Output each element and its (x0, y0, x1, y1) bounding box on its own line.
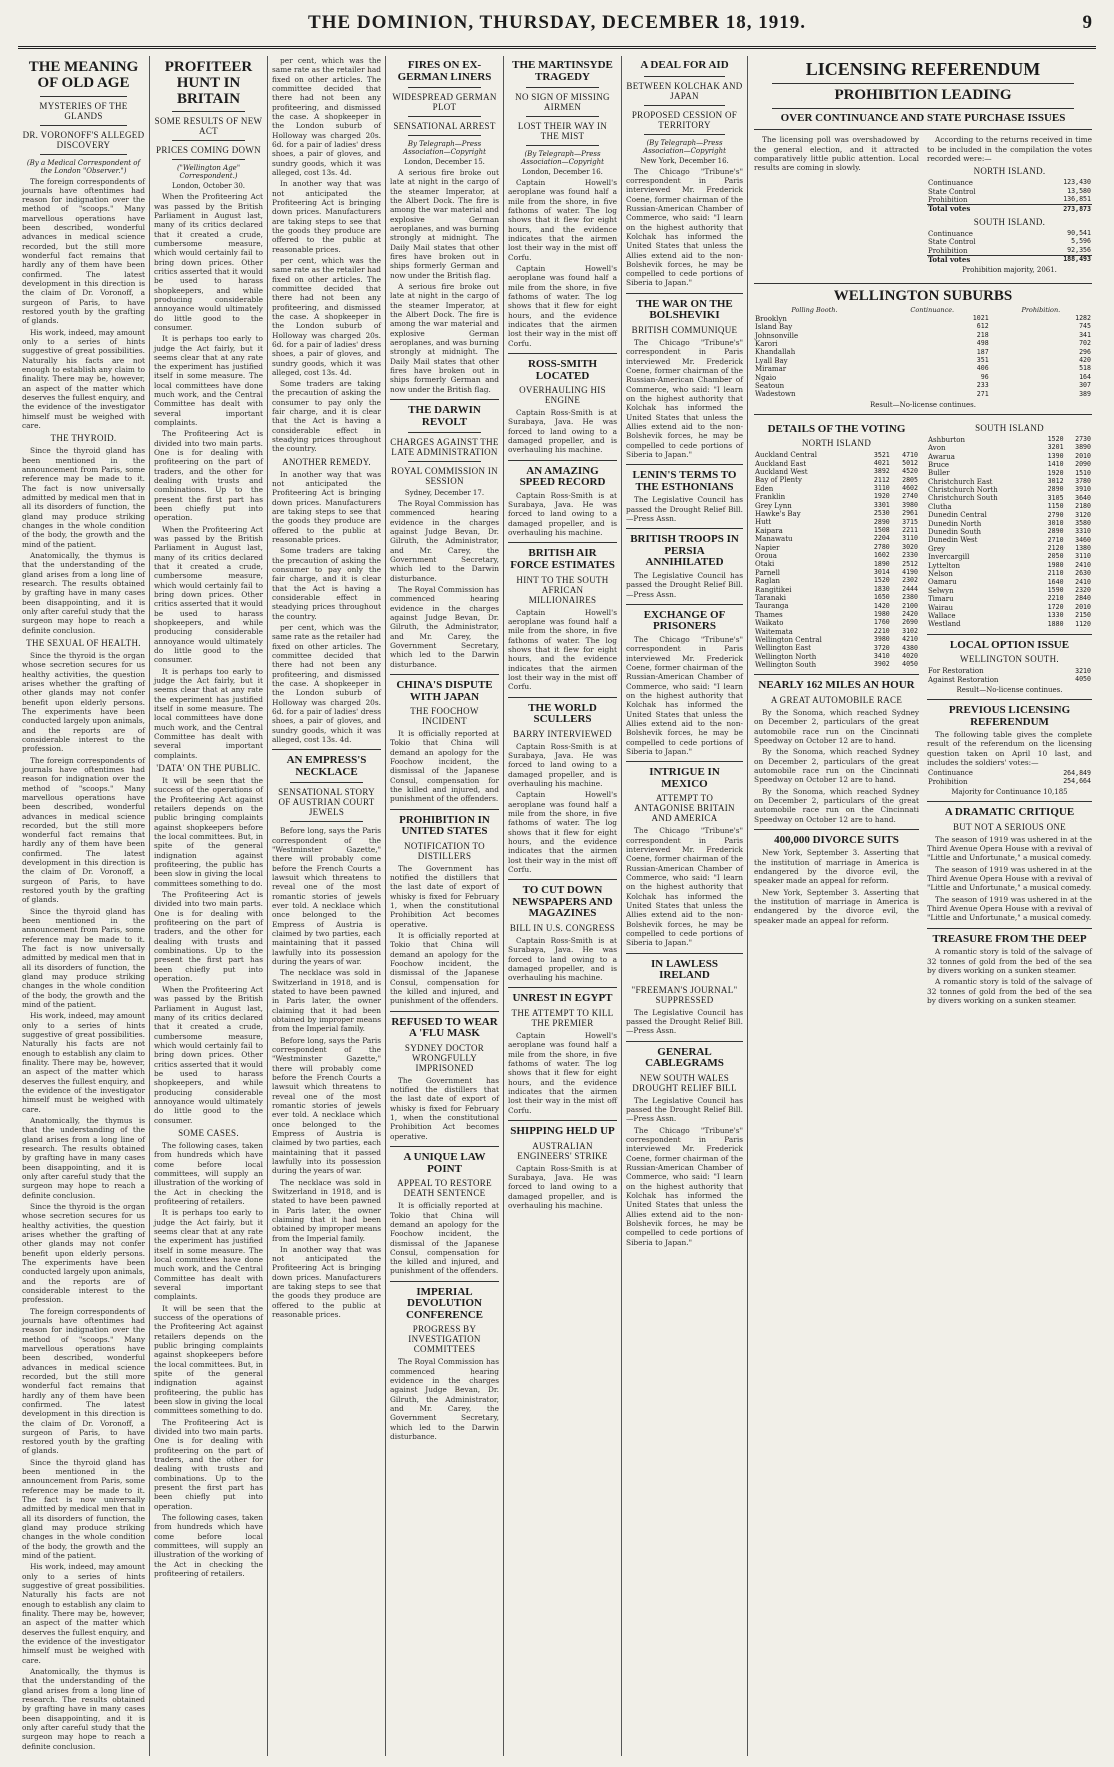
article-paragraph: per cent, which was the same rate as the retailer had fixed on other articles. The committee decided that there had not been any profiteering, and dismissed the case. A shopkeeper in the London suburb of Holloway was charged 20s. 6d. for a pair of ladies' dress shoes, a pair of gloves, and sundry goods, which it was alleged, cost 13s. 4d. (272, 56, 381, 177)
article-paragraph: The Profiteering Act is divided into two main parts. One is for dealing with profiteering on the part of traders, and the other for dealing with trusts and combinations. Up to the present the first part has been chiefly put into operation. (154, 429, 263, 523)
headline-darwin: THE DARWIN REVOLT (408, 403, 481, 428)
headline-cablegrams: GENERAL CABLEGRAMS (645, 1045, 724, 1070)
article-paragraph: Since the thyroid is the organ whose secretion secures for us healthy activities, the question arises whether the grafting of other glands may not confer benefit upon elderly persons. The experiments have been conducted largely upon animals, and the reports are of considerable interest to the profession. (22, 1201, 145, 1305)
table-row: Bruce 1410 2090 (928, 460, 1091, 469)
table-row: Prohibition 136,851 (928, 195, 1091, 204)
table-row: Hutt 2890 3715 (755, 517, 918, 527)
article-paragraph: The foreign correspondents of journals have oftentimes had reason for indignation over the method of "scoops." Many marvellous operations have been described, wonderful advances in medical science recorded, but the still more wonderful fact remains that hardly any of them have been confirmed. The latest development in this direction is the claim of Dr. Voronoff, a surgeon of Paris, to have restored youth by the grafting of glands. (22, 755, 145, 905)
byline: (By a Medical Correspondent of the London "Observer.") (26, 158, 141, 175)
article-paragraph: The Profiteering Act is divided into two main parts. One is for dealing with profiteering on the part of traders, and the other for dealing with trusts and combinations. Up to the present the first part has been chiefly put into operation. (154, 889, 263, 983)
headline-deal-aid: A DEAL FOR AID (640, 59, 729, 71)
article-paragraph: The season of 1919 was ushered in at the Third Avenue Opera House with a revival of "Little and Unfortunate," a musical comedy. (927, 894, 1092, 923)
table-row: Oamaru 1640 2410 (928, 577, 1091, 587)
table-row: Christchurch East 3012 3780 (928, 476, 1091, 486)
table-row: Westland 1880 1120 (928, 619, 1091, 629)
table-row: Timaru 2210 2840 (928, 594, 1091, 604)
article-paragraph: Captain Howell's aeroplane was found half a mile from the shore, in five fathoms of water. The log shows that it flew for eight hours, and the evidence indicates that the airmen lost their way in the mist off Corfu. (508, 264, 617, 348)
table-row: Dunedin Central 2790 3120 (928, 510, 1091, 520)
section-heading: SOME CASES. (178, 1128, 239, 1139)
table-row: Wellington South 3902 4050 (755, 660, 918, 670)
subhead-missing-airmen: NO SIGN OF MISSING AIRMEN (515, 92, 610, 113)
table-row: Hawke's Bay 2530 2961 (755, 509, 918, 519)
subhead-prices: PRICES COMING DOWN (156, 145, 261, 156)
subhead-new-act: SOME RESULTS OF NEW ACT (154, 116, 263, 137)
subhead-distillers: NOTIFICATION TO DISTILLERS (404, 840, 485, 861)
subhead-antagonise: ATTEMPT TO ANTAGONISE BRITAIN AND AMERICA (634, 793, 735, 824)
table-row: Awarua 1390 2010 (928, 451, 1091, 461)
article-paragraph: Some traders are taking the precaution of asking the consumer to pay only the fair charge, and it is clear that the Act is having a considerable effect in steadying prices throughout the country. (272, 546, 381, 621)
article-paragraph: Captain Ross-Smith is at Surabaya, Java. He was forced to land owing to a damaged propeller, and is overhauling his machine. (508, 935, 617, 983)
article-paragraph: It will be seen that the success of the operations of the Profiteering Act against retailers depends on the public bringing complaints against shopkeepers before the local committees. But, in spite of the general indignation against profiteering, the public has been slow in giving the local committees something to do. (154, 1303, 263, 1416)
article-paragraph: The Profiteering Act is divided into two main parts. One is for dealing with profiteering on the part of traders, and the other for dealing with trusts and combinations. Up to the present the first part has been chiefly put into operation. (154, 1417, 263, 1511)
subhead-foochow: THE FOOCHOW INCIDENT (410, 706, 479, 727)
table-row: Waikato 1760 2690 (755, 618, 918, 628)
article-paragraph: Captain Ross-Smith is at Surabaya, Java. He was forced to land owing to a damaged propeller, and is overhauling his machine. (508, 408, 617, 455)
table-row: Manawatu 2204 3110 (755, 534, 918, 544)
article-paragraph: It is perhaps too early to judge the Act fairly, but it seems clear that at any rate the experiment has justified itself in some measure. The local committees have done much work, and the Central Committee has dealt with several important complaints. (154, 666, 263, 760)
table-row: Wallace 1330 2150 (928, 611, 1091, 620)
article-paragraph: The necklace was sold in Switzerland in 1918, and is stated to have been pawned in Paris later, the owner claiming that it had been obtained by improper means from the Imperial family. (272, 968, 381, 1034)
table-row: Continuance 123,430 (928, 178, 1091, 188)
section-heading: ANOTHER REMEDY. (282, 456, 371, 467)
table-header: Polling Booth. Continuance. Prohibition. (791, 306, 1061, 315)
article-paragraph: New York, September 3. Asserting that the institution of marriage in America is endangered by the divorce evil, the speaker made an appeal for reform. (754, 887, 919, 925)
headline-local-option: LOCAL OPTION ISSUE (949, 638, 1070, 651)
column-licensing (748, 56, 1098, 1756)
subhead-plot: WIDESPREAD GERMAN PLOT (392, 92, 497, 113)
newspaper-title: THE DOMINION, THURSDAY, DECEMBER 18, 1919. (308, 12, 806, 33)
article-paragraph: By the Sonoma, which reached Sydney on December 2, particulars of the great automobile race run on the Cincinnati Speedway on October 12 are to hand. (754, 747, 919, 785)
subhead-engineers: AUSTRALIAN ENGINEERS' STRIKE (517, 1140, 608, 1161)
headline-details: DETAILS OF THE VOTING (767, 422, 906, 435)
page-columns (18, 56, 1098, 1756)
article-paragraph: The Royal Commission has commenced hearing evidence in the charges against Judge Bevan, Dr. Gilruth, the Administrator, and Mr. Carey, the Government Secretary, which led to the Darwin disturbance. (390, 499, 499, 583)
table-row: Seatoun 233 307 (755, 381, 1091, 390)
article-paragraph: The Legislative Council has passed the Drought Relief Bill.—Press Assn. (626, 495, 743, 523)
article-paragraph: Captain Howell's aeroplane was found half a mile from the shore, in five fathoms of water. The log shows that it flew for eight hours, and the evidence indicates that the airmen lost their way in the mist off Corfu. (508, 607, 617, 692)
table-row: Island Bay 612 745 (755, 322, 1091, 332)
dateline: New York, December 16. (640, 156, 729, 165)
table-row: Miramar 406 518 (755, 364, 1091, 374)
byline: By Telegraph—Press Association—Copyright (403, 140, 486, 157)
article-paragraph: Captain Howell's aeroplane was found half a mile from the shore, in five fathoms of water. The log shows that it flew for eight hours, and the evidence indicates that the airmen lost their way in the mist off Corfu. (508, 790, 617, 874)
column-2 (150, 56, 268, 1756)
article-paragraph: per cent, which was the same rate as the retailer had fixed on other articles. The committee decided that there had not been any profiteering, and dismissed the case. A shopkeeper in the London suburb of Holloway was charged 20s. 6d. for a pair of ladies' dress shoes, a pair of gloves, and sundry goods, which it was alleged, cost 13s. 4d. (272, 623, 381, 744)
headline-lenin: LENIN'S TERMS TO THE ESTHONIANS (632, 469, 737, 493)
subhead-kolchak: BETWEEN KOLCHAK AND JAPAN (626, 80, 743, 101)
article-paragraph: It is officially reported at Tokio that China will demand an apology for the Foochow incident, the dismissal of the Japanese Consul, compensation for the killed and injured, and punishment of the offenders. (390, 931, 499, 1006)
byline: (By Telegraph—Press Association—Copyright (521, 150, 604, 167)
article-paragraph: Captain Ross-Smith is at Surabaya, Java. He was forced to land owing to a damaged propeller, and is overhauling his machine. (508, 490, 617, 538)
subhead-engine: OVERHAULING HIS ENGINE (519, 385, 606, 406)
table-row: Ngaio 96 164 (755, 372, 1091, 382)
table-row: Lyall Bay 351 420 (755, 356, 1091, 365)
licensing-intro (754, 135, 1092, 278)
article-paragraph: The Chicago "Tribune's" correspondent in Paris interviewed Mr. Frederick Coene, former chairman of the Russian-American Chamber of Commerce, who said: "I learn on the highest authority that Kolchak has informed the United States that unless the Allies extend aid to the non-Bolshevik forces, he may be compelled to cede portions of Siberia to Japan." (626, 826, 743, 948)
section-heading: THE THYROID. (50, 433, 117, 444)
table-row: For Restoration 3210 (928, 666, 1091, 676)
headline-speed-record: AN AMAZING SPEED RECORD (519, 464, 606, 489)
article-paragraph: The following table gives the complete result of the referendum on the licensing question taken on April 10 last, and includes the soldiers' votes:— (927, 730, 1092, 768)
headline-shipping: SHIPPING HELD UP (510, 1124, 615, 1137)
subhead-court-jewels: SENSATIONAL STORY OF AUSTRIAN COURT JEWELS (278, 787, 375, 818)
article-paragraph: The Government has notified the distillers that the last date of export of whisky is fixed for February 1, when the constitutional Prohibition Act becomes operative. (390, 1075, 499, 1141)
masthead (18, 6, 1096, 49)
headline-martinsyde: THE MARTINSYDE TRAGEDY (512, 59, 613, 83)
article-paragraph: Anatomically, the thymus is that the understanding of the gland arises from a long line of research. The results obtained by grafting have in many cases been disappointing, and it is only after careful study that the surgeon may hope to reach a definite conclusion. (22, 550, 145, 635)
section-heading: 'DATA' ON THE PUBLIC. (156, 762, 261, 773)
article-paragraph: The Legislative Council has passed the Drought Relief Bill.—Press Assn. (626, 1095, 743, 1124)
article-paragraph: Since the thyroid gland has been mentioned in the announcement from Paris, some reference may be made to it. The fact is now universally admitted by medical men that in all its disorders of function, the gland may produce striking changes in the whole condition of the body, the growth and the mind of the patient. (22, 446, 145, 549)
article-paragraph: Anatomically, the thymus is that the understanding of the gland arises from a long line of research. The results obtained by grafting have in many cases been disappointing, and it is only after careful study that the surgeon may hope to reach a definite conclusion. (22, 1667, 145, 1751)
north-electorates-table (754, 451, 919, 669)
article-paragraph: It is officially reported at Tokio that China will demand an apology for the Foochow incident, the dismissal of the Japanese Consul, compensation for the killed and injured, and punishment of the offenders. (390, 729, 499, 804)
previous-majority: Majority for Continuance 10,185 (951, 788, 1068, 797)
article-paragraph: Before long, says the Paris correspondent of the "Westminster Gazette," there will probably come before the French Courts a lawsuit which threatens to reveal one of the most romantic stories of jewels ever told. A necklace which once belonged to the Empress of Austria is claimed by two parties, each maintaining that it passed lawfully into its possession during the years of war. (272, 1035, 381, 1176)
subhead-premier: THE ATTEMPT TO KILL THE PREMIER (511, 1008, 614, 1029)
details-south (927, 420, 1092, 1008)
article-paragraph: The season of 1919 was ushered in at the Third Avenue Opera House with a revival of "Little and Unfortunate," a musical comedy. (927, 834, 1092, 863)
subhead-commission: ROYAL COMMISSION IN SESSION (391, 466, 498, 487)
table-row: Oroua 1602 2330 (755, 551, 918, 560)
article-paragraph: Before long, says the Paris correspondent of the "Westminster Gazette," there will probably come before the French Courts a lawsuit which threatens to reveal one of the most romantic stories of jewels ever told. A necklace which once belonged to the Empress of Austria is claimed by two parties, each maintaining that it passed lawfully into its possession during the years of war. (272, 826, 381, 966)
table-row: Continuance 264,849 (928, 768, 1091, 778)
article-paragraph: New York, September 3. Asserting that the institution of marriage in America is endangered by the divorce evil, the speaker made an appeal for reform. (754, 848, 919, 886)
table-row: Khandallah 187 296 (755, 347, 1091, 357)
headline-mexico: INTRIGUE IN MEXICO (649, 766, 720, 790)
headline-egypt: UNREST IN EGYPT (512, 992, 613, 1005)
article-paragraph: Anatomically, the thymus is that the understanding of the gland arises from a long line of research. The results obtained by grafting have in many cases been disappointing, and it is only after careful study that the surgeon may hope to reach a definite conclusion. (22, 1116, 145, 1200)
column-5 (504, 56, 622, 1756)
article-paragraph: A serious fire broke out late at night in the cargo of the steamer Imperator, at the Albert Dock. The fire is among the war material and explosive German aeroplanes, and was burning strongly at midnight. The Daily Mail states that other fires have broken out in ships formerly German and now under the British flag. (390, 282, 499, 394)
table-row: Ashburton 1520 2730 (928, 434, 1091, 444)
headline-flu-mask: REFUSED TO WEAR A 'FLU MASK (391, 1015, 498, 1040)
north-island-totals (927, 179, 1092, 214)
article-paragraph: The licensing poll was overshadowed by the general election, and it attracted comparatively little public attention. Local results are coming in slowly. (754, 135, 919, 173)
subhead-communique: BRITISH COMMUNIQUE (631, 324, 738, 335)
article-paragraph: The Royal Commission has commenced hearing evidence in the charges against Judge Bevan, Dr. Gilruth, the Administrator, and Mr. Carey, the Government Secretary, which led to the Darwin disturbance. (390, 1357, 499, 1442)
article-paragraph: Captain Howell's aeroplane was found half a mile from the shore, in five fathoms of water. The log shows that it flew for eight hours, and the evidence indicates that the airmen lost their way in the mist off Corfu. (508, 178, 617, 262)
subhead-freemans-journal: "FREEMAN'S JOURNAL" SUPPRESSED (631, 984, 738, 1005)
byline: ("Wellington Age" Correspondent.) (176, 164, 241, 181)
article-paragraph: It is perhaps too early to judge the Act fairly, but it seems clear that at any rate the experiment has justified itself in some measure. The local committees have done much work, and the Central Committee has dealt with several important complaints. (154, 1208, 263, 1302)
headline-necklace: AN EMPRESS'S NECKLACE (286, 754, 367, 778)
headline-bolsheviki: THE WAR ON THE BOLSHEVIKI (636, 297, 733, 322)
table-row: Eden 3110 4602 (755, 484, 918, 493)
table-row: Invercargill 2050 3110 (928, 552, 1091, 562)
headline-profiteer: PROFITEER HUNT IN BRITAIN (164, 59, 253, 107)
subhead-committees: PROGRESS BY INVESTIGATION COMMITTEES (408, 1324, 481, 1355)
article-paragraph: His work, indeed, may amount only to a series of hints suggestive of great possibilities. Naturally his facts are not enough to establish any claim to finality. There may be, however, an aspect of the matter which deserves the fullest enquiry, and the evidence of the investigator himself must be weighed with care. (22, 327, 145, 431)
article-paragraph: By the Sonoma, which reached Sydney on December 2, particulars of the great automobile race run on the Cincinnati Speedway on October 12 are to hand. (754, 786, 919, 824)
article-paragraph: His work, indeed, may amount only to a series of hints suggestive of great possibilities. Naturally his facts are not enough to establish any claim to finality. There may be, however, an aspect of the matter which deserves the fullest enquiry, and the evidence of the investigator himself must be weighed with care. (22, 1011, 145, 1114)
subhead-doctor: SYDNEY DOCTOR WRONGFULLY IMPRISONED (404, 1042, 485, 1073)
local-option-result: Result—No-license continues. (956, 686, 1063, 695)
dateline: London, December 16. (522, 168, 603, 177)
details-north-title: NORTH ISLAND (801, 438, 872, 449)
wellington-suburbs-table (754, 307, 1092, 399)
table-row: Wellington East 3720 4380 (755, 643, 918, 653)
table-row: Auckland West 3892 4520 (755, 467, 918, 477)
table-row: Avon 3201 3890 (928, 443, 1091, 453)
dateline: London, December 15. (404, 158, 485, 167)
subhead-congress: BILL IN U.S. CONGRESS (509, 922, 616, 933)
table-row: Clutha 1150 2180 (928, 502, 1091, 511)
article-paragraph: Some traders are taking the precaution of asking the consumer to pay only the fair charge, and it is clear that the Act is having a considerable effect in steadying prices throughout the country. (272, 379, 381, 454)
table-row: Thames 1980 2420 (755, 609, 918, 619)
subhead-wellington-south: WELLINGTON SOUTH. (960, 654, 1059, 665)
prohibition-majority: Prohibition majority, 2061. (962, 266, 1057, 275)
article-paragraph: Captain Ross-Smith is at Surabaya, Java. He was forced to land owing to a damaged propeller, and is overhauling his machine. (508, 1163, 617, 1210)
column-6 (622, 56, 748, 1756)
headline-wellington-suburbs: WELLINGTON SUBURBS (833, 288, 1013, 305)
article-paragraph: When the Profiteering Act was passed by the British Parliament in August last, many of its critics declared that it created a crude, cumbersome measure, which would certainly fail to bring down prices. Other critics asserted that it would be used to harass shopkeepers, and while producing considerable annoyance would ultimately do little good to the consumer. (154, 192, 263, 332)
table-row: Christchurch South 3105 3640 (928, 493, 1091, 503)
column-4 (386, 56, 504, 1756)
table-row: Lyttelton 1980 2410 (928, 560, 1091, 570)
headline-air-force: BRITISH AIR FORCE ESTIMATES (510, 547, 615, 572)
headline-continuance-issues: OVER CONTINUANCE AND STATE PURCHASE ISSUES (780, 111, 1066, 124)
headline-treasure: TREASURE FROM THE DEEP (932, 932, 1087, 945)
article-paragraph: Captain Ross-Smith is at Surabaya, Java. He was forced to land owing to a damaged propeller, and is overhauling his machine. (508, 741, 617, 788)
article-paragraph: The foreign correspondents of journals have oftentimes had reason for indignation over the method of "scoops." Many marvellous operations have been described, wonderful advances in medical science recorded, but the still more wonderful fact remains that hardly any of them have been confirmed. The latest development in this direction is the claim of Dr. Voronoff, a surgeon of Paris, to have restored youth by the grafting of glands. (22, 1306, 145, 1456)
column-3 (268, 56, 386, 1756)
headline-persia: BRITISH TROOPS IN PERSIA ANNIHILATED (630, 533, 739, 569)
table-row: Dunedin South 2890 3310 (928, 527, 1091, 537)
subhead-arrest: SENSATIONAL ARREST (393, 121, 496, 132)
table-row: Raglan 1520 2302 (755, 576, 918, 586)
table-row: Johnsonville 218 341 (755, 330, 1091, 340)
table-row: State Control 13,580 (928, 186, 1091, 196)
previous-referendum-table (927, 769, 1092, 786)
table-row: Kaipara 1508 2211 (755, 526, 918, 535)
table-row: Total votes 273,873 (928, 204, 1091, 214)
table-row: Grey 2120 1380 (928, 544, 1091, 553)
article-paragraph: The season of 1919 was ushered in at the Third Avenue Opera House with a revival of "Little and Unfortunate," a musical comedy. (927, 864, 1092, 893)
article-paragraph: In another way that was not anticipated the Profiteering Act is bringing down prices. Manufacturers are taking steps to see that the goods they produce are offered to the public at reasonable prices. (272, 469, 381, 545)
table-row: Franklin 1920 2740 (755, 492, 918, 502)
local-option-table (927, 667, 1092, 684)
headline-law-point: A UNIQUE LAW POINT (403, 1151, 486, 1175)
article-paragraph: The Chicago "Tribune's" correspondent in Paris interviewed Mr. Frederick Coene, former chairman of the Russian-American Chamber of Commerce, who said: "I learn on the highest authority that Kolchak has informed the United States that unless the Allies extend aid to the non-Bolshevik forces, he may be compelled to cede portions of Siberia to Japan." (626, 1125, 743, 1247)
table-row: Selwyn 1590 2320 (928, 586, 1091, 595)
article-paragraph: The Chicago "Tribune's" correspondent in Paris interviewed Mr. Frederick Coene, former chairman of the Russian-American Chamber of Commerce, who said: "I learn on the highest authority that Kolchak has informed the United States that unless the Allies extend aid to the non-Bolshevik forces, he may be compelled to cede portions of Siberia to Japan." (626, 337, 743, 459)
article-paragraph: In another way that was not anticipated the Profiteering Act is bringing down prices. Manufacturers are taking steps to see that the goods they produce are offered to the public at reasonable prices. (272, 1244, 381, 1320)
article-paragraph: It is officially reported at Tokio that China will demand an apology for the Foochow incident, the dismissal of the Japanese Consul, compensation for the killed and injured, and punishment of the offenders. (390, 1201, 499, 1276)
north-island-title: NORTH ISLAND. (973, 166, 1046, 177)
article-paragraph: His work, indeed, may amount only to a series of hints suggestive of great possibilities. Naturally his facts are not enough to establish any claim to finality. There may be, however, an aspect of the matter which deserves the fullest enquiry, and the evidence of the investigator himself must be weighed with care. (22, 1562, 145, 1665)
byline: (By Telegraph—Press Association—Copyright (643, 138, 726, 155)
headline-prisoners: EXCHANGE OF PRISONERS (643, 608, 726, 633)
dateline: Sydney, December 17. (404, 489, 485, 498)
south-island-title: SOUTH ISLAND. (973, 216, 1046, 227)
table-row: Otaki 1890 2512 (755, 559, 918, 569)
wellington-result: Result—No-license continues. (870, 400, 976, 409)
table-row: Wellington Central 3980 4210 (755, 635, 918, 644)
table-row: Napier 2780 3020 (755, 542, 918, 552)
headline-ross-smith: ROSS-SMITH LOCATED (527, 358, 598, 382)
subhead-not-serious: BUT NOT A SERIOUS ONE (953, 821, 1066, 832)
subhead-cession: PROPOSED CESSION OF TERRITORY (631, 109, 738, 130)
article-paragraph: The Chicago "Tribune's" correspondent in Paris interviewed Mr. Frederick Coene, former chairman of the Russian-American Chamber of Commerce, who said: "I learn on the highest authority that Kolchak has informed the United States that unless the Allies extend aid to the non-Bolshevik forces, he may be compelled to cede portions of Siberia to Japan." (626, 166, 743, 288)
article-paragraph: The Royal Commission has commenced hearing evidence in the charges against Judge Bevan, Dr. Gilruth, the Administrator, and Mr. Carey, the Government Secretary, which led to the Darwin disturbance. (390, 585, 499, 669)
headline-speed: NEARLY 162 MILES AN HOUR (758, 679, 915, 692)
headline-divorce: 400,000 DIVORCE SUITS (774, 833, 899, 846)
article-paragraph: When the Profiteering Act was passed by the British Parliament in August last, many of its critics declared that it created a crude, cumbersome measure, which would certainly fail to bring down prices. Other critics asserted that it would be used to harass shopkeepers, and while producing considerable annoyance would ultimately do little good to the consumer. (154, 524, 263, 665)
subhead-mist: LOST THEIR WAY IN THE MIST (517, 121, 608, 142)
headline-critique: A DRAMATIC CRITIQUE (944, 806, 1075, 819)
article-paragraph: It is perhaps too early to judge the Act fairly, but it seems clear that at any rate the experiment has justified itself in some measure. The local committees have done much work, and the Central Committee has dealt with several important complaints. (154, 334, 263, 428)
subhead-glands: MYSTERIES OF THE GLANDS (39, 100, 128, 121)
headline-prohibition-us: PROHIBITION IN UNITED STATES (399, 813, 490, 838)
article-paragraph: A serious fire broke out late at night in the cargo of the steamer Imperator, at the Albert Dock. The fire is among the war material and explosive German aeroplanes, and was burning strongly at midnight. The Daily Mail states that other fires have broken out in ships formerly German and now under the British flag. (390, 168, 499, 280)
details-south-title: SOUTH ISLAND (975, 422, 1044, 433)
table-row: Christchurch North 2890 3910 (928, 485, 1091, 495)
headline-fires: FIRES ON EX-GERMAN LINERS (397, 59, 492, 83)
article-paragraph: The following cases, taken from hundreds which have come before local committees, will supply an illustration of the working of the Act in checking the profiteering of retailers. (154, 1512, 263, 1578)
table-row: Karori 498 702 (755, 339, 1091, 349)
article-paragraph: The necklace was sold in Switzerland in 1918, and is stated to have been pawned in Paris later, the owner claiming that it had been obtained by improper means from the Imperial family. (272, 1177, 381, 1243)
dateline: London, October 30. (171, 182, 246, 191)
headline-newspapers: TO CUT DOWN NEWSPAPERS AND MAGAZINES (512, 884, 613, 920)
subhead-millionaires: HINT TO THE SOUTH AFRICAN MILLIONAIRES (516, 574, 609, 605)
article-paragraph: When the Profiteering Act was passed by the British Parliament in August last, many of its critics declared that it created a crude, cumbersome measure, which would certainly fail to bring down prices. Other critics asserted that it would be used to harass shopkeepers, and while producing considerable annoyance would ultimately do little good to the consumer. (154, 985, 263, 1125)
table-row: State Control 5,596 (928, 237, 1091, 247)
table-row: Taranaki 1650 2380 (755, 593, 918, 602)
table-row: Auckland Central 3521 4710 (755, 450, 918, 460)
headline-old-age: THE MEANING OF OLD AGE (28, 59, 139, 91)
article-paragraph: The Legislative Council has passed the Drought Relief Bill.—Press Assn. (626, 570, 743, 599)
article-paragraph: The Government has notified the distillers that the last date of export of whisky is fixed for February 1, when the constitutional Prohibition Act becomes operative. (390, 863, 499, 929)
table-row: Wairau 1720 2010 (928, 602, 1091, 612)
article-paragraph: The foreign correspondents of journals have oftentimes had reason for indignation over the method of "scoops." Many marvellous operations have been described, wonderful advances in medical science recorded, but the still more wonderful fact remains that hardly any of them have been confirmed. The latest development in this direction is the claim of Dr. Voronoff, a surgeon of Paris, to have restored youth by the grafting of glands. (22, 176, 145, 326)
headline-licensing: LICENSING REFERENDUM (805, 59, 1041, 79)
table-row: Rangitikei 1830 2444 (755, 584, 918, 594)
headline-china-japan: CHINA'S DISPUTE WITH JAPAN (396, 678, 493, 703)
headline-previous-referendum: PREVIOUS LICENSING REFERENDUM (948, 704, 1071, 728)
article-paragraph: Since the thyroid gland has been mentioned in the announcement from Paris, some reference may be made to it. The fact is now universally admitted by medical men that in all its disorders of function, the gland may produce striking changes in the whole condition of the body, the growth and the mind of the patient. (22, 1457, 145, 1561)
article-paragraph: per cent, which was the same rate as the retailer had fixed on other articles. The committee decided that there had not been any profiteering, and dismissed the case. A shopkeeper in the London suburb of Holloway was charged 20s. 6d. for a pair of ladies' dress shoes, a pair of gloves, and sundry goods, which it was alleged, cost 13s. 4d. (272, 255, 381, 377)
voting-details (754, 420, 1092, 1008)
article-paragraph: By the Sonoma, which reached Sydney on December 2, particulars of the great automobile race run on the Cincinnati Speedway on October 12 are to hand. (754, 708, 919, 745)
table-row: Tauranga 1420 2100 (755, 601, 918, 611)
subhead-death-sentence: APPEAL TO RESTORE DEATH SENTENCE (397, 1178, 492, 1199)
article-paragraph: The Legislative Council has passed the Drought Relief Bill.—Press Assn. (626, 1007, 743, 1036)
table-row: Total votes 188,493 (928, 254, 1091, 264)
subhead-drought: NEW SOUTH WALES DROUGHT RELIEF BILL (632, 1072, 737, 1093)
subhead-voronoff: DR. VORONOFF'S ALLEGED DISCOVERY (22, 129, 145, 150)
headline-scullers: THE WORLD SCULLERS (528, 701, 597, 726)
article-paragraph: The following cases, taken from hundreds which have come before local committees, will supply an illustration of the working of the Act in checking the profiteering of retailers. (154, 1141, 263, 1207)
article-paragraph: A romantic story is told of the salvage of 32 tonnes of gold from the bed of the sea by divers working on a sunken steamer. (927, 947, 1092, 975)
article-paragraph: The Chicago "Tribune's" correspondent in Paris interviewed Mr. Frederick Coene, former chairman of the Russian-American Chamber of Commerce, who said: "I learn on the highest authority that Kolchak has informed the United States that unless the Allies extend aid to the non-Bolshevik forces, he may be compelled to cede portions of Siberia to Japan." (626, 634, 743, 756)
section-heading: THE SEXUAL OF HEALTH. (26, 637, 141, 648)
table-row: Dunedin North 3010 3580 (928, 518, 1091, 528)
article-paragraph: Since the thyroid gland has been mentioned in the announcement from Paris, some reference may be made to it. The fact is now universally admitted by medical men that in all its disorders of function, the gland may produce striking changes in the whole condition of the body, the growth and the mind of the patient. (22, 906, 145, 1010)
headline-ireland: IN LAWLESS IRELAND (651, 957, 718, 982)
article-paragraph: A romantic story is told of the salvage of 32 tonnes of gold from the bed of the sea by divers working on a sunken steamer. (927, 977, 1092, 1005)
article-paragraph: In another way that was not anticipated the Profiteering Act is bringing down prices. Manufacturers are taking steps to see that the goods they produce are offered to the public at reasonable prices. (272, 179, 381, 254)
table-row: Wellington North 3410 4020 (755, 651, 918, 661)
south-electorates-table (927, 436, 1092, 629)
table-row: Continuance 90,541 (928, 228, 1091, 238)
table-row: Dunedin West 2710 3460 (928, 535, 1091, 545)
headline-prohibition-leading: PROHIBITION LEADING (834, 86, 1012, 103)
table-row: Nelson 2110 2630 (928, 569, 1091, 578)
subhead-race: A GREAT AUTOMOBILE RACE (770, 695, 903, 705)
table-row: Grey Lynn 3301 3980 (755, 500, 918, 510)
page-number: 9 (1082, 12, 1092, 33)
article-paragraph: Since the thyroid is the organ whose secretion secures for us healthy activities, the question arises whether the grafting of other glands may not confer benefit upon elderly persons. The experiments have been conducted largely upon animals, and the reports are of considerable interest to the profession. (22, 650, 145, 754)
south-island-totals (927, 230, 1092, 265)
table-row: Auckland East 4021 5012 (755, 458, 918, 468)
table-row: Bay of Plenty 2112 2805 (755, 475, 918, 485)
headline-devolution: IMPERIAL DEVOLUTION CONFERENCE (405, 1285, 483, 1321)
table-row: Brooklyn 1021 1282 (755, 314, 1091, 323)
article-paragraph: It will be seen that the success of the operations of the Profiteering Act against retailers depends on the public bringing complaints against shopkeepers before the local committees. But, in spite of the general indignation against profiteering, the public has been slow in giving the local committees something to do. (154, 775, 263, 888)
table-row: Prohibition 92,356 (928, 245, 1091, 255)
table-row: Prohibition 254,664 (928, 777, 1091, 786)
subhead-barry: BARRY INTERVIEWED (513, 728, 612, 739)
column-1 (18, 56, 150, 1756)
table-row: Waitemata 2210 3102 (755, 626, 918, 636)
details-north (754, 420, 919, 1008)
table-row: Against Restoration 4050 (928, 674, 1091, 684)
article-paragraph: Captain Howell's aeroplane was found half a mile from the shore, in five fathoms of water. The log shows that it flew for eight hours, and the evidence indicates that the airmen lost their way in the mist off Corfu. (508, 1031, 617, 1115)
table-row: Buller 1920 1510 (928, 468, 1091, 478)
subhead-charges: CHARGES AGAINST THE LATE ADMINISTRATION (390, 437, 499, 458)
table-row: Parnell 3014 4190 (755, 568, 918, 577)
table-row: Wadestown 271 389 (755, 389, 1091, 399)
article-paragraph: According to the returns received in time to be included in the compilation the votes recorded were:— (927, 135, 1092, 163)
